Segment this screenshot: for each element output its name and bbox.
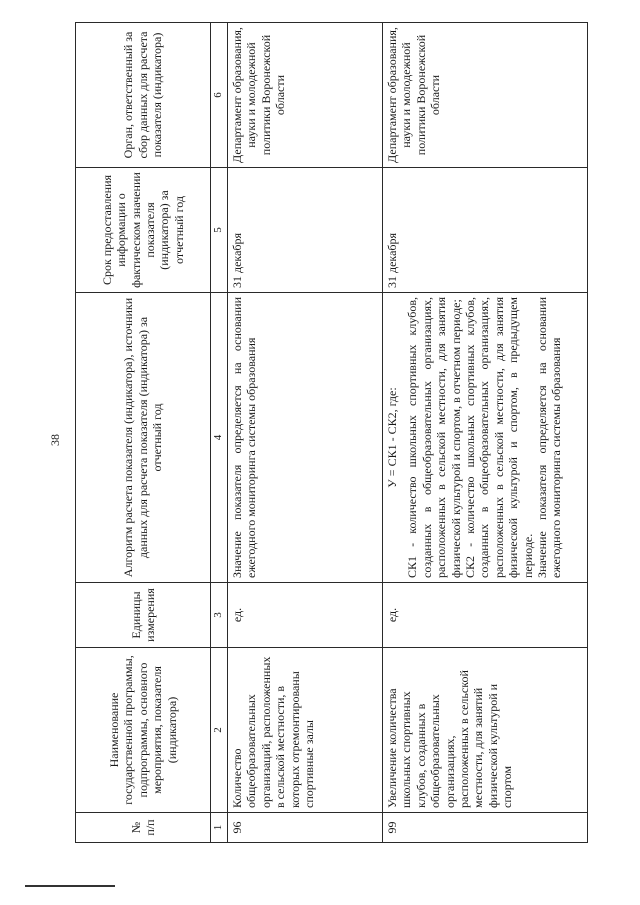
column-number: 3	[211, 583, 228, 648]
algorithm-data-source: Значение показателя определяется на основании ежегодного мониторинга системы образования	[534, 297, 564, 578]
row-number: 96	[228, 813, 383, 843]
indicator-name: Увеличение количества школьных спортивных клубов, созданных в общеобразовательных организациях, расположенных в сельской местности, для занятий физической культурой и спортом	[383, 648, 588, 813]
deadline: 31 декабря	[228, 168, 383, 293]
algorithm-ck1-definition: СК1 - количество школьных спортивных клубов, созданных в общеобразовательных организациях, расположенных в сельской местности, для занятия физической культурой и спортом, в отчетном периоде;	[405, 297, 463, 578]
header-cell-unit: Единицы измерения	[76, 583, 211, 648]
responsible-organ: Департамент образования, науки и молодежной политики Воронежской области	[383, 23, 588, 168]
column-number: 6	[211, 23, 228, 168]
deadline: 31 декабря	[383, 168, 588, 293]
unit-of-measure: ед.	[228, 583, 383, 648]
responsible-organ: Департамент образования, науки и молодежной политики Воронежской области	[228, 23, 383, 168]
column-number: 5	[211, 168, 228, 293]
footer-divider	[25, 885, 115, 887]
page-number: 38	[48, 434, 62, 446]
column-number-row	[211, 23, 228, 843]
table-row	[228, 23, 383, 843]
algorithm-ck2-definition: СК2 - количество школьных спортивных клубов, созданных в общеобразовательных организациях, расположенных в сельской местности, для занятия физической культурой и спортом, в предыдущем периоде.	[462, 297, 535, 578]
column-number: 4	[211, 293, 228, 583]
indicator-name: Количество общеобразовательных организаций, расположенных в сельской местности, в которых отремонтированы спортивные залы	[228, 648, 383, 813]
unit-of-measure: ед.	[383, 583, 588, 648]
header-cell-name: Наименование государственной программы, подпрограммы, основного мероприятия, показателя (индикатора)	[76, 648, 211, 813]
header-cell-num: № п/п	[76, 813, 211, 843]
algorithm-formula: У = СК1 - СК2, где:	[385, 387, 399, 488]
row-number: 99	[383, 813, 588, 843]
algorithm-text: Значение показателя определяется на основании ежегодного мониторинга системы образования	[228, 293, 383, 583]
header-row	[76, 23, 211, 843]
rotated-table-container	[75, 23, 585, 843]
header-cell-organ: Орган, ответственный за сбор данных для расчета показателя (индикатора)	[76, 23, 211, 168]
indicator-table	[75, 22, 588, 843]
header-cell-algorithm: Алгоритм расчета показателя (индикатора), источники данных для расчета показателя (индикатора) за отчетный год	[76, 293, 211, 583]
header-cell-deadline: Срок предоставления информации о фактическом значении показателя (индикатора) за отчетный год	[76, 168, 211, 293]
column-number: 2	[211, 648, 228, 813]
algorithm-cell	[383, 293, 588, 583]
column-number: 1	[211, 813, 228, 843]
table-row	[383, 23, 588, 843]
